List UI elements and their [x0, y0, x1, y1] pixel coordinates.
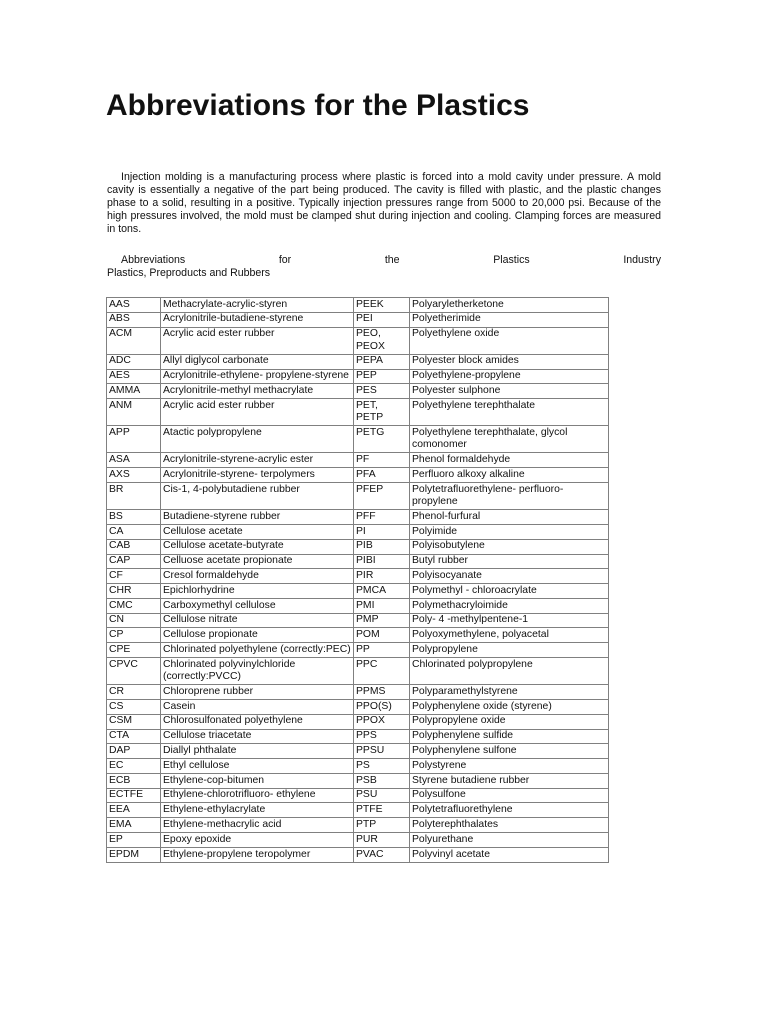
- definition-cell: Polyethylene-propylene: [410, 369, 609, 384]
- definition-cell: Acrylonitrile-butadiene-styrene: [161, 312, 354, 327]
- table-row: [107, 658, 609, 685]
- table-row: [107, 598, 609, 613]
- definition-cell: Polypropylene oxide: [410, 714, 609, 729]
- intro-paragraph: Injection molding is a manufacturing process where plastic is forced into a mold cavity under pressure. A mold cavity is essentially a negative of the part being produced. The cavity is filled with plastic, and the plastic changes phase to a solid, resulting in a positive. Typically injection pressures range from 5000 to 20,000 psi. Because of the high pressures involved, the mold must be clamped shut during injection and cooling. Clamping forces are measured in tons.: [107, 171, 661, 235]
- definition-cell: Celluose acetate propionate: [161, 554, 354, 569]
- abbreviation-cell: PFF: [354, 510, 410, 525]
- definition-cell: Butadiene-styrene rubber: [161, 510, 354, 525]
- definition-cell: Diallyl phthalate: [161, 744, 354, 759]
- table-row: [107, 569, 609, 584]
- definition-cell: Ethylene-methacrylic acid: [161, 818, 354, 833]
- definition-cell: Polymethyl - chloroacrylate: [410, 584, 609, 599]
- table-row: [107, 759, 609, 774]
- definition-cell: Ethylene-cop-bitumen: [161, 773, 354, 788]
- abbreviation-cell: ECB: [107, 773, 161, 788]
- abbreviation-cell: CPVC: [107, 658, 161, 685]
- abbreviation-cell: EP: [107, 833, 161, 848]
- definition-cell: Carboxymethyl cellulose: [161, 598, 354, 613]
- page-title: Abbreviations for the Plastics: [106, 89, 530, 122]
- abbreviation-cell: PP: [354, 643, 410, 658]
- abbreviation-cell: PIBI: [354, 554, 410, 569]
- abbreviation-cell: PIB: [354, 539, 410, 554]
- definition-cell: Cellulose triacetate: [161, 729, 354, 744]
- table-row: [107, 468, 609, 483]
- abbreviation-cell: PIR: [354, 569, 410, 584]
- abbreviation-cell: PS: [354, 759, 410, 774]
- definition-cell: Ethyl cellulose: [161, 759, 354, 774]
- table-row: [107, 510, 609, 525]
- definition-cell: Cellulose acetate-butyrate: [161, 539, 354, 554]
- table-caption: [107, 254, 661, 280]
- table-row: [107, 773, 609, 788]
- definition-cell: Polyester sulphone: [410, 384, 609, 399]
- abbreviation-cell: AES: [107, 369, 161, 384]
- table-row: [107, 554, 609, 569]
- definition-cell: Poly- 4 -methylpentene-1: [410, 613, 609, 628]
- table-row: [107, 685, 609, 700]
- definition-cell: Polyparamethylstyrene: [410, 685, 609, 700]
- abbreviation-cell: PPMS: [354, 685, 410, 700]
- definition-cell: Polyvinyl acetate: [410, 847, 609, 862]
- table-row: [107, 354, 609, 369]
- table-row: [107, 613, 609, 628]
- table-row: [107, 700, 609, 715]
- definition-cell: Polymethacryloimide: [410, 598, 609, 613]
- abbreviation-cell: PUR: [354, 833, 410, 848]
- abbreviation-cell: ECTFE: [107, 788, 161, 803]
- abbreviation-cell: ANM: [107, 399, 161, 426]
- abbreviation-cell: EPDM: [107, 847, 161, 862]
- table-row: [107, 399, 609, 426]
- abbreviations-table-body: [107, 298, 609, 863]
- abbreviation-cell: PI: [354, 525, 410, 540]
- table-row: [107, 847, 609, 862]
- abbreviation-cell: CPE: [107, 643, 161, 658]
- definition-cell: Methacrylate-acrylic-styren: [161, 298, 354, 313]
- definition-cell: Chlorinated polyethylene (correctly:PEC): [161, 643, 354, 658]
- definition-cell: Styrene butadiene rubber: [410, 773, 609, 788]
- definition-cell: Polytetrafluorethylene- perfluoro-propylene: [410, 483, 609, 510]
- table-row: [107, 643, 609, 658]
- abbreviation-cell: PF: [354, 453, 410, 468]
- table-row: [107, 453, 609, 468]
- table-row: [107, 628, 609, 643]
- abbreviation-cell: ADC: [107, 354, 161, 369]
- table-row: [107, 584, 609, 599]
- definition-cell: Casein: [161, 700, 354, 715]
- abbreviation-cell: CN: [107, 613, 161, 628]
- definition-cell: Phenol-furfural: [410, 510, 609, 525]
- abbreviation-cell: PPO(S): [354, 700, 410, 715]
- definition-cell: Polytetrafluorethylene: [410, 803, 609, 818]
- caption-word: Industry: [623, 254, 661, 266]
- abbreviation-cell: PFA: [354, 468, 410, 483]
- abbreviation-cell: CA: [107, 525, 161, 540]
- definition-cell: Cellulose nitrate: [161, 613, 354, 628]
- abbreviation-cell: ACM: [107, 327, 161, 354]
- abbreviation-cell: AXS: [107, 468, 161, 483]
- abbreviation-cell: PFEP: [354, 483, 410, 510]
- definition-cell: Polyethylene terephthalate, glycol comonomer: [410, 426, 609, 453]
- abbreviation-cell: CAP: [107, 554, 161, 569]
- abbreviation-cell: CR: [107, 685, 161, 700]
- abbreviation-cell: ABS: [107, 312, 161, 327]
- definition-cell: Polyurethane: [410, 833, 609, 848]
- abbreviation-cell: CTA: [107, 729, 161, 744]
- caption-word: Abbreviations: [121, 254, 186, 266]
- definition-cell: Allyl diglycol carbonate: [161, 354, 354, 369]
- abbreviation-cell: EC: [107, 759, 161, 774]
- abbreviation-cell: EEA: [107, 803, 161, 818]
- definition-cell: Ethylene-propylene teropolymer: [161, 847, 354, 862]
- abbreviation-cell: CS: [107, 700, 161, 715]
- definition-cell: Polyethylene oxide: [410, 327, 609, 354]
- abbreviation-cell: AAS: [107, 298, 161, 313]
- abbreviation-cell: PSU: [354, 788, 410, 803]
- definition-cell: Polysulfone: [410, 788, 609, 803]
- table-row: [107, 369, 609, 384]
- abbreviation-cell: CP: [107, 628, 161, 643]
- caption-line-2: Plastics, Preproducts and Rubbers: [107, 267, 271, 279]
- definition-cell: Phenol formaldehyde: [410, 453, 609, 468]
- abbreviation-cell: APP: [107, 426, 161, 453]
- definition-cell: Epoxy epoxide: [161, 833, 354, 848]
- abbreviation-cell: PEI: [354, 312, 410, 327]
- abbreviation-cell: PES: [354, 384, 410, 399]
- abbreviation-cell: AMMA: [107, 384, 161, 399]
- definition-cell: Butyl rubber: [410, 554, 609, 569]
- table-row: [107, 714, 609, 729]
- table-row: [107, 803, 609, 818]
- definition-cell: Chlorinated polyvinylchloride (correctly:PVCC): [161, 658, 354, 685]
- abbreviation-cell: PVAC: [354, 847, 410, 862]
- abbreviation-cell: CAB: [107, 539, 161, 554]
- definition-cell: Cis-1, 4-polybutadiene rubber: [161, 483, 354, 510]
- abbreviation-cell: CMC: [107, 598, 161, 613]
- definition-cell: Polyphenylene sulfide: [410, 729, 609, 744]
- caption-word: for: [278, 254, 292, 266]
- definition-cell: Acrylic acid ester rubber: [161, 327, 354, 354]
- definition-cell: Polyphenylene oxide (styrene): [410, 700, 609, 715]
- definition-cell: Epichlorhydrine: [161, 584, 354, 599]
- definition-cell: Ethylene-chlorotrifluoro- ethylene: [161, 788, 354, 803]
- abbreviation-cell: PPSU: [354, 744, 410, 759]
- abbreviation-cell: BR: [107, 483, 161, 510]
- table-row: [107, 744, 609, 759]
- abbreviation-cell: PTFE: [354, 803, 410, 818]
- definition-cell: Chlorosulfonated polyethylene: [161, 714, 354, 729]
- abbreviation-cell: PPS: [354, 729, 410, 744]
- abbreviation-cell: CSM: [107, 714, 161, 729]
- abbreviation-cell: DAP: [107, 744, 161, 759]
- table-row: [107, 426, 609, 453]
- definition-cell: Polyester block amides: [410, 354, 609, 369]
- definition-cell: Cellulose propionate: [161, 628, 354, 643]
- abbreviation-cell: CHR: [107, 584, 161, 599]
- definition-cell: Chlorinated polypropylene: [410, 658, 609, 685]
- abbreviation-cell: PEPA: [354, 354, 410, 369]
- definition-cell: Polypropylene: [410, 643, 609, 658]
- table-row: [107, 312, 609, 327]
- definition-cell: Polyethylene terephthalate: [410, 399, 609, 426]
- abbreviation-cell: PEO, PEOX: [354, 327, 410, 354]
- definition-cell: Chloroprene rubber: [161, 685, 354, 700]
- definition-cell: Acrylonitrile-ethylene- propylene-styrene: [161, 369, 354, 384]
- abbreviation-cell: PMP: [354, 613, 410, 628]
- definition-cell: Polyaryletherketone: [410, 298, 609, 313]
- table-row: [107, 327, 609, 354]
- abbreviation-cell: PSB: [354, 773, 410, 788]
- abbreviation-cell: PETG: [354, 426, 410, 453]
- abbreviation-cell: PMCA: [354, 584, 410, 599]
- abbreviation-cell: POM: [354, 628, 410, 643]
- abbreviation-cell: BS: [107, 510, 161, 525]
- definition-cell: Perfluoro alkoxy alkaline: [410, 468, 609, 483]
- definition-cell: Acrylonitrile-styrene-acrylic ester: [161, 453, 354, 468]
- definition-cell: Polyphenylene sulfone: [410, 744, 609, 759]
- definition-cell: Cresol formaldehyde: [161, 569, 354, 584]
- definition-cell: Ethylene-ethylacrylate: [161, 803, 354, 818]
- definition-cell: Polyterephthalates: [410, 818, 609, 833]
- definition-cell: Polystyrene: [410, 759, 609, 774]
- definition-cell: Cellulose acetate: [161, 525, 354, 540]
- table-row: [107, 525, 609, 540]
- table-row: [107, 833, 609, 848]
- caption-line-1: [107, 254, 661, 267]
- definition-cell: Polyoxymethylene, polyacetal: [410, 628, 609, 643]
- table-row: [107, 729, 609, 744]
- table-row: [107, 298, 609, 313]
- abbreviation-cell: PTP: [354, 818, 410, 833]
- abbreviation-cell: PPOX: [354, 714, 410, 729]
- definition-cell: Polyisobutylene: [410, 539, 609, 554]
- table-row: [107, 818, 609, 833]
- abbreviation-cell: PMI: [354, 598, 410, 613]
- abbreviation-cell: PPC: [354, 658, 410, 685]
- abbreviations-table: [106, 297, 609, 863]
- definition-cell: Acrylonitrile-styrene- terpolymers: [161, 468, 354, 483]
- abbreviation-cell: CF: [107, 569, 161, 584]
- table-row: [107, 539, 609, 554]
- definition-cell: Polyetherimide: [410, 312, 609, 327]
- definition-cell: Acrylonitrile-methyl methacrylate: [161, 384, 354, 399]
- definition-cell: Atactic polypropylene: [161, 426, 354, 453]
- abbreviation-cell: PEEK: [354, 298, 410, 313]
- table-row: [107, 384, 609, 399]
- caption-word: Plastics: [493, 254, 530, 266]
- abbreviation-cell: ASA: [107, 453, 161, 468]
- abbreviation-cell: EMA: [107, 818, 161, 833]
- caption-word: the: [384, 254, 400, 266]
- abbreviation-cell: PET, PETP: [354, 399, 410, 426]
- definition-cell: Polyimide: [410, 525, 609, 540]
- table-row: [107, 788, 609, 803]
- definition-cell: Acrylic acid ester rubber: [161, 399, 354, 426]
- definition-cell: Polyisocyanate: [410, 569, 609, 584]
- abbreviation-cell: PEP: [354, 369, 410, 384]
- table-row: [107, 483, 609, 510]
